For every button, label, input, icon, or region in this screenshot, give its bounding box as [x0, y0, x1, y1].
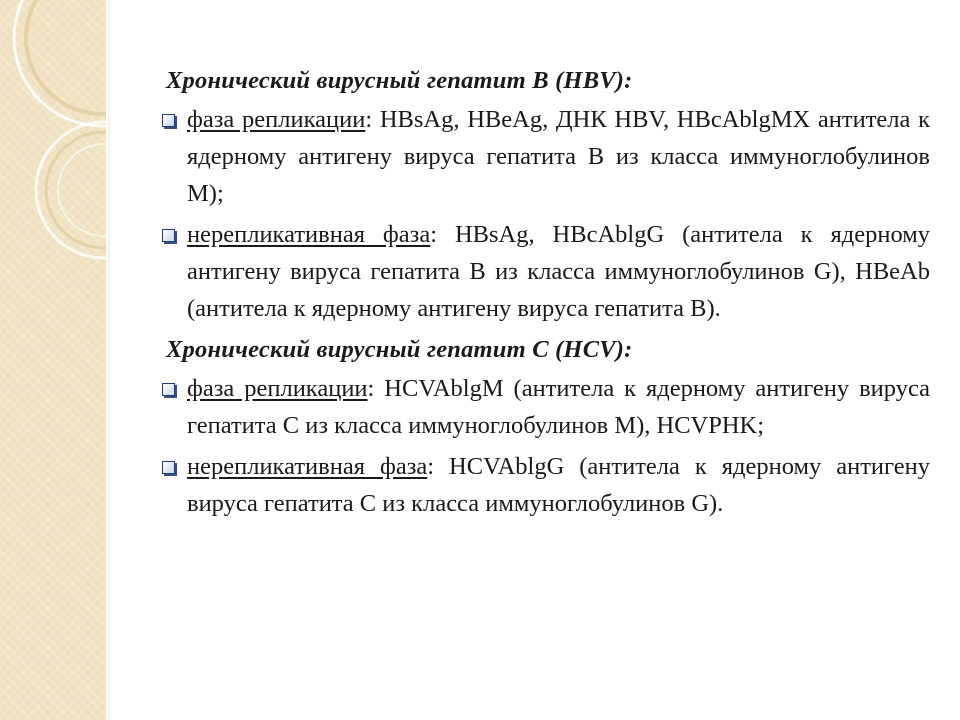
square-bullet-icon — [162, 461, 175, 474]
phase-description: : HCVAblgG (антитела к ядерному антигену вируса гепатита С из класса иммуноглобулинов G). — [187, 453, 930, 517]
phase-term: фаза репликации — [187, 375, 368, 402]
square-bullet-icon — [162, 229, 175, 242]
square-bullet-icon — [162, 114, 175, 127]
phase-description: : HBsAg, HBcAblgG (антитела к ядерному антигену вируса гепатита В из класса иммуноглобулинов G), HBeAb (антитела к ядерному антигену вируса гепатита В). — [187, 221, 930, 322]
section-heading-hbv: Хронический вирусный гепатит В (HBV): — [166, 67, 633, 94]
list-item-hcv-nonreplicative — [158, 448, 930, 522]
phase-term: нерепликативная фаза — [187, 453, 428, 480]
phase-description: : HCVAblgM (антитела к ядерному антигену вируса гепатита С из класса иммуноглобулинов М), HCVPHK; — [187, 375, 930, 439]
ring-decoration-icon — [0, 0, 106, 720]
square-bullet-icon — [162, 383, 175, 396]
phase-term: фаза репликации — [187, 106, 366, 133]
section-heading-hcv: Хронический вирусный гепатит С (HCV): — [166, 336, 633, 363]
list-item-hcv-replication — [158, 370, 930, 444]
decorative-side-panel — [0, 0, 108, 720]
list-item-hbv-nonreplicative — [158, 216, 930, 327]
slide-content — [158, 62, 930, 526]
list-item-hbv-replication — [158, 101, 930, 212]
phase-description: : HBsAg, HBeAg, ДНК HBV, HBcAblgMX антитела к ядерному антигену вируса гепатита В из класса иммуноглобулинов М); — [187, 106, 930, 207]
phase-term: нерепликативная фаза — [187, 221, 431, 248]
